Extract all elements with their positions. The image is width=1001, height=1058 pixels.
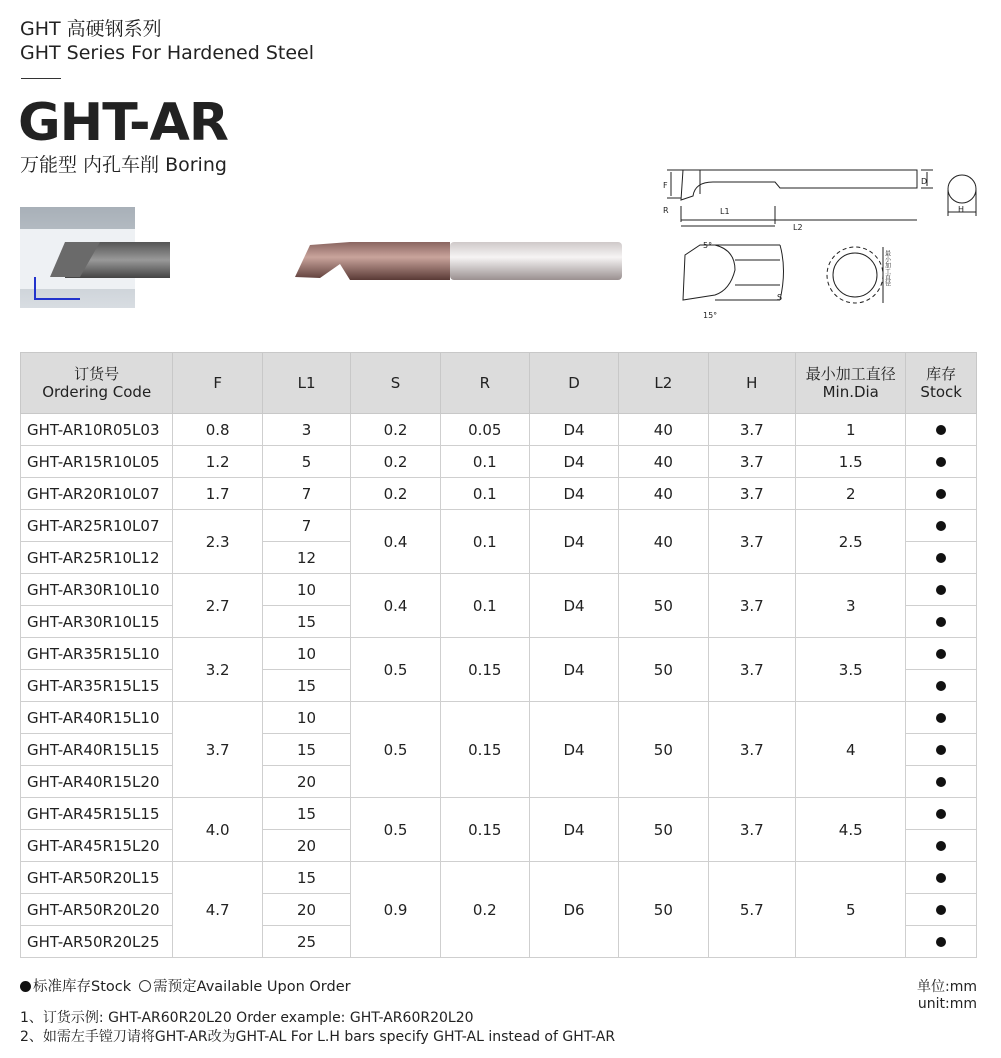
product-table	[20, 352, 977, 958]
stock-legend	[20, 975, 351, 996]
table-cell: 50	[619, 702, 708, 798]
header-text: 订货号	[74, 365, 120, 383]
table-cell: 2.3	[173, 510, 263, 574]
series-cn: GHT 高硬钢系列	[20, 18, 162, 40]
table-cell: 0.2	[440, 862, 529, 958]
column-header	[262, 353, 350, 414]
in-stock-dot-icon	[936, 873, 946, 883]
table-cell: GHT-AR40R15L10	[21, 702, 173, 734]
table-cell: 40	[619, 446, 708, 478]
table-cell: 3	[262, 414, 350, 446]
in-stock-dot-icon	[936, 489, 946, 499]
stock-cell	[906, 702, 977, 734]
table-cell: 0.8	[173, 414, 263, 446]
column-header	[351, 353, 441, 414]
page-subtitle: 万能型 内孔车削 Boring	[20, 154, 227, 176]
table-cell: 15	[262, 862, 350, 894]
table-cell: GHT-AR20R10L07	[21, 478, 173, 510]
stock-cell	[906, 926, 977, 958]
table-cell: 0.2	[351, 414, 441, 446]
table-cell: 50	[619, 798, 708, 862]
column-header	[440, 353, 529, 414]
column-header	[21, 353, 173, 414]
table-cell: 15	[262, 606, 350, 638]
header-text: F	[213, 374, 222, 392]
table-cell: 12	[262, 542, 350, 574]
svg-text:L1: L1	[720, 207, 730, 216]
stock-cell	[906, 670, 977, 702]
table-cell: 10	[262, 638, 350, 670]
table-cell: 3.7	[708, 638, 796, 702]
stock-cell	[906, 734, 977, 766]
table-row	[21, 414, 977, 446]
filled-dot-icon	[20, 981, 31, 992]
header-text: L2	[654, 374, 673, 392]
table-cell: 0.5	[351, 702, 441, 798]
table-cell: 7	[262, 510, 350, 542]
svg-text:最小加工直径: 最小加工直径	[883, 250, 891, 286]
table-cell: 3.7	[173, 702, 263, 798]
table-cell: GHT-AR30R10L15	[21, 606, 173, 638]
table-cell: D4	[529, 638, 618, 702]
table-cell: GHT-AR15R10L05	[21, 446, 173, 478]
empty-dot-icon	[139, 980, 151, 992]
svg-text:L2: L2	[793, 223, 803, 232]
table-row	[21, 862, 977, 894]
table-cell: 20	[262, 766, 350, 798]
header-text: H	[746, 374, 758, 392]
table-cell: 4	[796, 702, 906, 798]
table-cell: 4.7	[173, 862, 263, 958]
stock-cell	[906, 414, 977, 446]
stock-cell	[906, 830, 977, 862]
column-header	[906, 353, 977, 414]
stock-cell	[906, 766, 977, 798]
tool-product-image	[290, 240, 622, 282]
column-header	[796, 353, 906, 414]
table-cell: D4	[529, 478, 618, 510]
table-cell: D4	[529, 798, 618, 862]
table-cell: GHT-AR25R10L12	[21, 542, 173, 574]
table-cell: GHT-AR40R15L15	[21, 734, 173, 766]
column-header	[708, 353, 796, 414]
table-cell: 3.2	[173, 638, 263, 702]
table-cell: D4	[529, 510, 618, 574]
table-cell: 20	[262, 894, 350, 926]
svg-text:D: D	[921, 177, 928, 186]
table-cell: 3.5	[796, 638, 906, 702]
table-cell: 10	[262, 702, 350, 734]
table-cell: 3.7	[708, 446, 796, 478]
unit-en: unit:mm	[917, 996, 977, 1012]
table-cell: 0.15	[440, 638, 529, 702]
table-cell: GHT-AR50R20L25	[21, 926, 173, 958]
table-cell: D4	[529, 574, 618, 638]
unit-label	[917, 979, 977, 1013]
table-cell: 0.1	[440, 446, 529, 478]
table-cell: 15	[262, 734, 350, 766]
boring-application-image	[20, 207, 170, 308]
table-cell: D4	[529, 446, 618, 478]
series-en: GHT Series For Hardened Steel	[20, 42, 315, 64]
table-cell: GHT-AR10R05L03	[21, 414, 173, 446]
svg-text:S: S	[777, 293, 783, 302]
header-text: Ordering Code	[42, 383, 152, 401]
table-cell: GHT-AR50R20L20	[21, 894, 173, 926]
table-cell: 40	[619, 510, 708, 574]
svg-text:15°: 15°	[703, 311, 718, 320]
legend-order: 需预定Available Upon Order	[153, 979, 351, 995]
page-title: GHT-AR	[18, 93, 228, 153]
table-cell: 15	[262, 670, 350, 702]
table-cell: 50	[619, 574, 708, 638]
in-stock-dot-icon	[936, 649, 946, 659]
table-cell: 0.4	[351, 510, 441, 574]
in-stock-dot-icon	[936, 841, 946, 851]
header-text: D	[568, 374, 580, 392]
stock-cell	[906, 606, 977, 638]
unit-cn: 单位:mm	[917, 979, 977, 995]
in-stock-dot-icon	[936, 521, 946, 531]
in-stock-dot-icon	[936, 617, 946, 627]
table-cell: 10	[262, 574, 350, 606]
table-cell: GHT-AR45R15L20	[21, 830, 173, 862]
table-cell: GHT-AR50R20L15	[21, 862, 173, 894]
table-row	[21, 798, 977, 830]
stock-cell	[906, 542, 977, 574]
table-row	[21, 574, 977, 606]
table-cell: 0.15	[440, 798, 529, 862]
table-cell: 50	[619, 638, 708, 702]
stock-cell	[906, 638, 977, 670]
table-cell: 3.7	[708, 510, 796, 574]
table-cell: 3	[796, 574, 906, 638]
table-cell: 5	[262, 446, 350, 478]
in-stock-dot-icon	[936, 425, 946, 435]
stock-cell	[906, 446, 977, 478]
svg-text:5°: 5°	[703, 241, 713, 250]
table-row	[21, 478, 977, 510]
stock-cell	[906, 510, 977, 542]
table-cell: 50	[619, 862, 708, 958]
table-cell: 0.2	[351, 478, 441, 510]
column-header	[619, 353, 708, 414]
svg-text:H: H	[958, 205, 965, 214]
in-stock-dot-icon	[936, 553, 946, 563]
table-row	[21, 638, 977, 670]
legend-stock: 标准库存Stock	[33, 979, 132, 995]
table-cell: D4	[529, 702, 618, 798]
table-cell: GHT-AR35R15L15	[21, 670, 173, 702]
table-cell: GHT-AR45R15L15	[21, 798, 173, 830]
stock-cell	[906, 862, 977, 894]
header-text: S	[390, 374, 401, 392]
table-cell: 1.2	[173, 446, 263, 478]
table-cell: 0.5	[351, 638, 441, 702]
table-cell: 7	[262, 478, 350, 510]
table-cell: 0.4	[351, 574, 441, 638]
in-stock-dot-icon	[936, 777, 946, 787]
table-cell: 5	[796, 862, 906, 958]
table-cell: 0.1	[440, 478, 529, 510]
in-stock-dot-icon	[936, 937, 946, 947]
header-text: 库存	[926, 365, 957, 383]
header-text: 最小加工直径	[805, 365, 896, 383]
in-stock-dot-icon	[936, 585, 946, 595]
in-stock-dot-icon	[936, 713, 946, 723]
table-cell: 1.5	[796, 446, 906, 478]
in-stock-dot-icon	[936, 745, 946, 755]
table-row	[21, 510, 977, 542]
note-left-hand: 2、如需左手镗刀请将GHT-AR改为GHT-AL For L.H bars specify GHT-AL instead of GHT-AR	[20, 1029, 616, 1045]
table-cell: 15	[262, 798, 350, 830]
header-text: Stock	[920, 383, 962, 401]
table-cell: 40	[619, 478, 708, 510]
table-cell: GHT-AR30R10L10	[21, 574, 173, 606]
column-header	[529, 353, 618, 414]
table-cell: 0.1	[440, 510, 529, 574]
table-cell: 0.2	[351, 446, 441, 478]
in-stock-dot-icon	[936, 681, 946, 691]
dimension-drawing	[655, 160, 985, 320]
table-cell: D4	[529, 414, 618, 446]
header-text: Min.Dia	[822, 383, 879, 401]
column-header	[173, 353, 263, 414]
table-cell: 0.15	[440, 702, 529, 798]
table-cell: 4.0	[173, 798, 263, 862]
stock-cell	[906, 894, 977, 926]
table-cell: 0.1	[440, 574, 529, 638]
table-cell: GHT-AR40R15L20	[21, 766, 173, 798]
table-cell: 3.7	[708, 702, 796, 798]
header-text: R	[479, 374, 490, 392]
table-cell: 3.7	[708, 798, 796, 862]
table-cell: 0.5	[351, 798, 441, 862]
table-cell: 4.5	[796, 798, 906, 862]
stock-cell	[906, 798, 977, 830]
note-order-example: 1、订货示例: GHT-AR60R20L20 Order example: GHT-AR60R20L20	[20, 1010, 474, 1026]
table-cell: GHT-AR35R15L10	[21, 638, 173, 670]
header-text: L1	[297, 374, 316, 392]
svg-text:F: F	[663, 181, 668, 190]
table-cell: GHT-AR25R10L07	[21, 510, 173, 542]
table-cell: 1	[796, 414, 906, 446]
table-cell: D6	[529, 862, 618, 958]
table-cell: 2.5	[796, 510, 906, 574]
table-cell: 0.05	[440, 414, 529, 446]
table-cell: 1.7	[173, 478, 263, 510]
stock-cell	[906, 574, 977, 606]
in-stock-dot-icon	[936, 905, 946, 915]
table-row	[21, 702, 977, 734]
table-cell: 2.7	[173, 574, 263, 638]
table-cell: 3.7	[708, 414, 796, 446]
divider	[21, 78, 61, 79]
svg-text:R: R	[663, 206, 669, 215]
table-cell: 0.9	[351, 862, 441, 958]
table-cell: 40	[619, 414, 708, 446]
table-row	[21, 446, 977, 478]
table-cell: 3.7	[708, 574, 796, 638]
in-stock-dot-icon	[936, 457, 946, 467]
table-cell: 3.7	[708, 478, 796, 510]
table-cell: 5.7	[708, 862, 796, 958]
table-cell: 20	[262, 830, 350, 862]
in-stock-dot-icon	[936, 809, 946, 819]
stock-cell	[906, 478, 977, 510]
table-cell: 25	[262, 926, 350, 958]
table-cell: 2	[796, 478, 906, 510]
